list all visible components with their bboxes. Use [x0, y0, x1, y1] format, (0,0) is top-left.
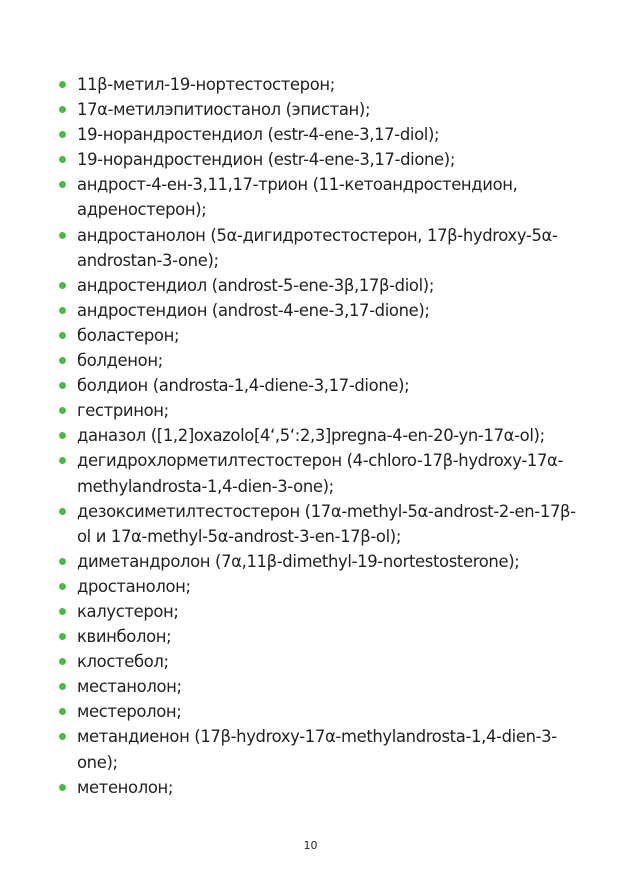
list-item-text: 19-норандростендиол (estr-4-ene-3,17-diol);: [77, 125, 440, 145]
bullet-icon: [59, 508, 66, 515]
list-item-text: метандиенон (17β-hydroxy-17α-methylandrosta-1,4-dien-3-one);: [77, 727, 557, 772]
list-item: [59, 699, 579, 724]
bullet-icon: [59, 633, 66, 640]
list-item-text: местанолон;: [77, 677, 182, 697]
list-item-text: метенолон;: [77, 777, 174, 797]
list-item: [59, 122, 579, 147]
list-item: [59, 423, 579, 448]
list-item-text: болдион (androsta-1,4-diene-3,17-dione);: [77, 376, 410, 396]
list-item: [59, 599, 579, 624]
bullet-icon: [59, 357, 66, 364]
list-item-text: андростендиол (androst-5-ene-3β,17β-diol);: [77, 275, 435, 295]
list-item: [59, 624, 579, 649]
list-item: [59, 348, 579, 373]
bullet-icon: [59, 332, 66, 339]
bullet-icon: [59, 307, 66, 314]
bullet-icon: [59, 558, 66, 565]
list-item-text: 17α-метилэпитиостанол (эпистан);: [77, 100, 371, 120]
bullet-icon: [59, 232, 66, 239]
list-item-text: калустерон;: [77, 601, 179, 621]
list-item: [59, 373, 579, 398]
bullet-icon: [59, 658, 66, 665]
bullet-icon: [59, 784, 66, 791]
bullet-icon: [59, 683, 66, 690]
list-item: [59, 775, 579, 800]
list-item-text: дростанолон;: [77, 576, 191, 596]
list-item: [59, 172, 579, 222]
list-item-text: квинболон;: [77, 627, 172, 647]
list-item: [59, 323, 579, 348]
bullet-icon: [59, 156, 66, 163]
list-item: [59, 72, 579, 97]
bullet-icon: [59, 407, 66, 414]
list-item: [59, 223, 579, 273]
list-item-text: гестринон;: [77, 401, 169, 421]
page-number: 10: [303, 839, 318, 852]
list-item-text: андростендион (androst-4-ene-3,17-dione);: [77, 300, 430, 320]
substance-list: [59, 72, 579, 800]
bullet-icon: [59, 708, 66, 715]
list-item: [59, 298, 579, 323]
list-item: [59, 273, 579, 298]
bullet-icon: [59, 181, 66, 188]
list-item-text: дегидрохлорметилтестостерон (4-chloro-17β-hydroxy-17α-methylandrosta-1,4-dien-3-one);: [77, 451, 564, 496]
bullet-icon: [59, 432, 66, 439]
bullet-icon: [59, 382, 66, 389]
bullet-icon: [59, 733, 66, 740]
list-item-text: андростанолон (5α-дигидротестостерон, 17β-hydroxy-5α-androstan-3-one);: [77, 225, 558, 270]
list-item: [59, 549, 579, 574]
list-item-text: клостебол;: [77, 652, 169, 672]
list-item: [59, 724, 579, 774]
list-item-text: диметандролон (7α,11β-dimethyl-19-nortestosterone);: [77, 551, 520, 571]
list-item: [59, 97, 579, 122]
list-item: [59, 147, 579, 172]
list-item-text: 19-норандростендион (estr-4-ene-3,17-dione);: [77, 150, 455, 170]
list-item-text: 11β-метил-19-нортестостерон;: [77, 75, 335, 94]
list-item-text: даназол ([1,2]oxazolo[4‘,5‘:2,3]pregna-4-en-20-yn-17α-ol);: [77, 426, 545, 446]
list-item: [59, 398, 579, 423]
bullet-icon: [59, 106, 66, 113]
bullet-icon: [59, 131, 66, 138]
bullet-icon: [59, 608, 66, 615]
list-item: [59, 649, 579, 674]
list-item: [59, 574, 579, 599]
list-item: [59, 674, 579, 699]
bullet-icon: [59, 81, 66, 88]
list-item-text: болденон;: [77, 351, 163, 371]
list-item-text: боластерон;: [77, 325, 180, 345]
list-item: [59, 448, 579, 498]
bullet-icon: [59, 282, 66, 289]
list-item-text: местеролон;: [77, 702, 182, 722]
bullet-icon: [59, 457, 66, 464]
list-item-text: дезоксиметилтестостерон (17α-methyl-5α-androst-2-en-17β-ol и 17α-methyl-5α-androst-3-en-17β-ol);: [77, 501, 576, 546]
list-item: [59, 499, 579, 549]
bullet-icon: [59, 583, 66, 590]
list-item-text: андрост-4-ен-3,11,17-трион (11-кетоандростендион, адреностерон);: [77, 175, 518, 220]
